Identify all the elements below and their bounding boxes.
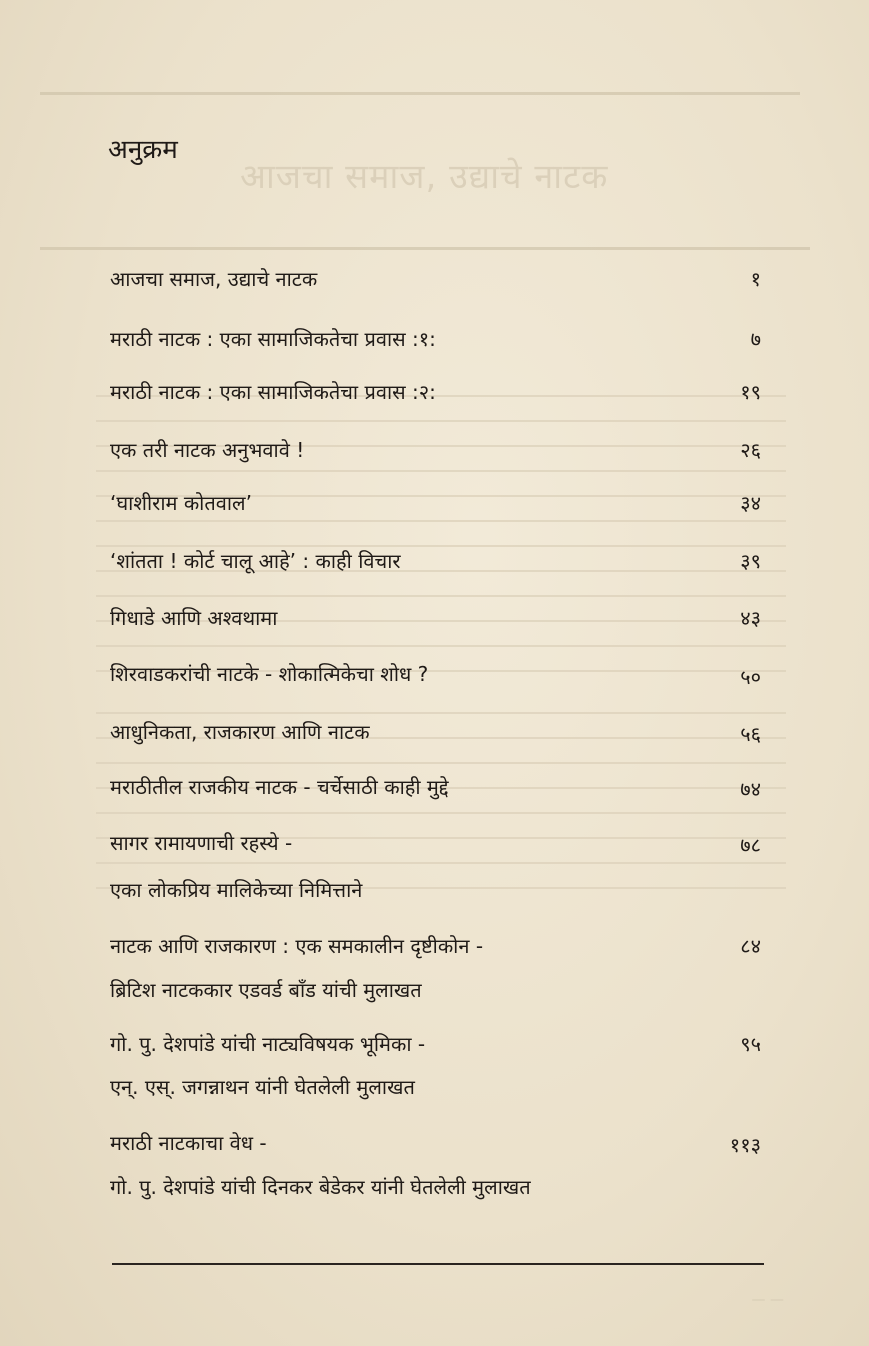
toc-entry-title[interactable]: ‘घाशीराम कोतवाल’ [110, 491, 252, 515]
bleed-rule-mid [40, 247, 810, 250]
toc-entry-page: ३४ [740, 491, 761, 515]
toc-entry-page: ८४ [740, 934, 761, 958]
toc-entry-title[interactable]: आजचा समाज, उद्याचे नाटक [110, 267, 318, 291]
toc-entry-page: ४३ [740, 606, 761, 630]
bleed-rule-top [40, 92, 800, 95]
toc-entry-title[interactable]: नाटक आणि राजकारण : एक समकालीन दृष्टीकोन - [110, 934, 484, 958]
page-title: अनुक्रम [108, 135, 178, 165]
toc-entry-title[interactable]: आधुनिकता, राजकारण आणि नाटक [110, 720, 370, 744]
toc-entry-title[interactable]: गो. पु. देशपांडे यांची नाट्यविषयक भूमिका - [110, 1032, 426, 1056]
toc-entry-title[interactable]: मराठीतील राजकीय नाटक - चर्चेसाठी काही मुद्दे [110, 775, 449, 799]
toc-entry-title[interactable]: गिधाडे आणि अश्वथामा [110, 606, 278, 630]
bleed-through-footer: — — [751, 1292, 784, 1308]
toc-entry-page: १ [750, 267, 761, 291]
toc-entry-title[interactable]: सागर रामायणाची रहस्ये - [110, 831, 293, 855]
toc-entry-title[interactable]: शिरवाडकरांची नाटके - शोकात्मिकेचा शोध ? [110, 662, 429, 686]
bleed-through-heading: आजचा समाज, उद्याचे नाटक [240, 157, 609, 197]
toc-entry-page: ७ [750, 327, 761, 351]
toc-entry-title[interactable]: एक तरी नाटक अनुभवावे ! [110, 438, 305, 462]
toc-entry-page: ९५ [740, 1032, 761, 1056]
toc-entry-page: २६ [740, 438, 761, 462]
bottom-rule [112, 1263, 764, 1265]
toc-entry-title[interactable]: मराठी नाटक : एका सामाजिकतेचा प्रवास :१: [110, 327, 436, 351]
toc-entry-subtitle: ब्रिटिश नाटककार एडवर्ड बाँड यांची मुलाखत [110, 978, 422, 1002]
toc-entry-page: ११३ [729, 1133, 761, 1157]
toc-entry-page: ७८ [740, 833, 761, 857]
toc-entry-title[interactable]: मराठी नाटक : एका सामाजिकतेचा प्रवास :२: [110, 380, 436, 404]
toc-entry-page: ७४ [740, 777, 761, 801]
toc-entry-page: १९ [740, 380, 761, 404]
toc-entry-page: ५० [740, 665, 761, 689]
toc-entry-title[interactable]: ‘शांतता ! कोर्ट चालू आहे’ : काही विचार [110, 549, 401, 573]
toc-entry-page: ३९ [740, 549, 761, 573]
toc-entry-subtitle: एका लोकप्रिय मालिकेच्या निमित्ताने [110, 878, 363, 902]
toc-entry-page: ५६ [740, 722, 761, 746]
toc-entry-title[interactable]: मराठी नाटकाचा वेध - [110, 1131, 267, 1155]
toc-entry-subtitle: गो. पु. देशपांडे यांची दिनकर बेडेकर यांनी घेतलेली मुलाखत [110, 1175, 531, 1199]
toc-entry-subtitle: एन्. एस्. जगन्नाथन यांनी घेतलेली मुलाखत [110, 1075, 415, 1099]
